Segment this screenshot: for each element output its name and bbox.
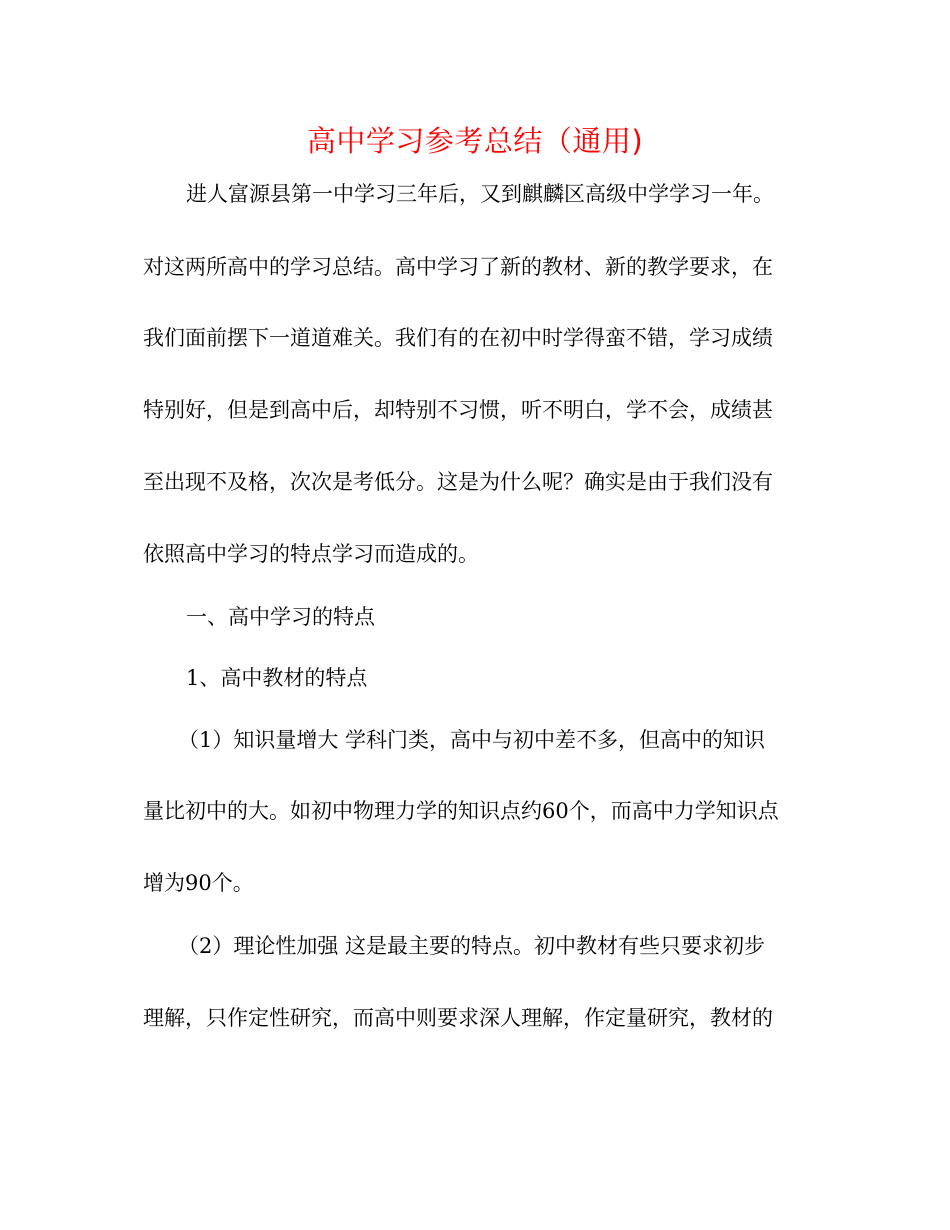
subsection-heading: 1、高中教材的特点 (186, 666, 368, 690)
paragraph-line: 我们面前摆下一道道难关。我们有的在初中时学得蛮不错，学习成绩 (143, 326, 773, 350)
document-title: 高中学习参考总结（通用) (306, 124, 644, 158)
paragraph-line: （2）理论性加强 这是最主要的特点。初中教材有些只要求初步 (178, 934, 766, 958)
paragraph-line: 增为90个。 (143, 871, 254, 895)
paragraph-line: 量比初中的大。如初中物理力学的知识点约60个，而高中力学知识点 (143, 799, 779, 823)
paragraph-line: 至出现不及格，次次是考低分。这是为什么呢？确实是由于我们没有 (143, 470, 773, 494)
paragraph-line: 特别好，但是到高中后，却特别不习惯，听不明白，学不会，成绩甚 (143, 398, 773, 422)
paragraph-line: 理解，只作定性研究，而高中则要求深人理解，作定量研究，教材的 (143, 1006, 773, 1030)
section-heading: 一、高中学习的特点 (186, 605, 375, 629)
paragraph-line: 对这两所高中的学习总结。高中学习了新的教材、新的教学要求，在 (143, 255, 773, 279)
paragraph-line: 依照高中学习的特点学习而造成的。 (143, 542, 479, 566)
paragraph-line: 进人富源县第一中学习三年后，又到麒麟区高级中学学习一年。 (186, 182, 774, 206)
paragraph-line: （1）知识量增大 学科门类，高中与初中差不多，但高中的知识 (178, 728, 766, 752)
